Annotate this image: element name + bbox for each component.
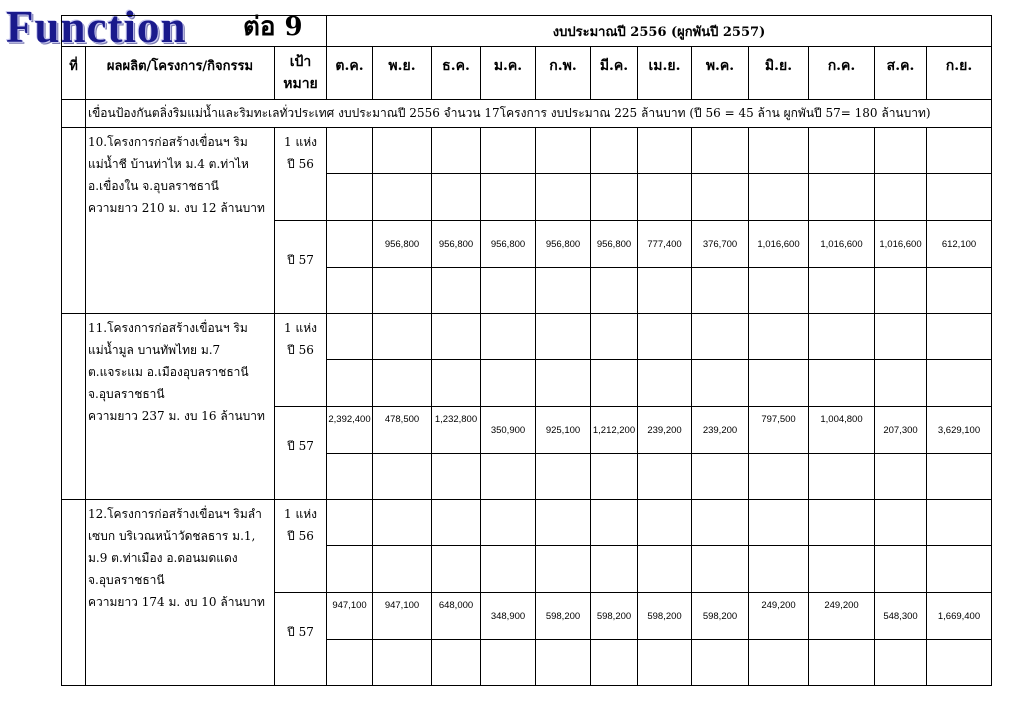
project-line: จ.อุบลราชธานี bbox=[88, 573, 165, 587]
empty-cell bbox=[692, 500, 749, 546]
empty-cell bbox=[692, 314, 749, 360]
budget-value-57: 598,200 bbox=[536, 593, 591, 640]
target-year-57: ปี 57 bbox=[275, 407, 327, 500]
budget-value-57: 1,212,200 bbox=[591, 407, 638, 454]
empty-cell bbox=[373, 268, 432, 314]
budget-value-57: 777,400 bbox=[638, 221, 692, 268]
col-header-month: ธ.ค. bbox=[432, 47, 481, 100]
budget-value-57: 956,800 bbox=[432, 221, 481, 268]
empty-cell bbox=[591, 454, 638, 500]
empty-cell bbox=[692, 128, 749, 174]
empty-cell bbox=[481, 314, 536, 360]
empty-cell bbox=[327, 500, 373, 546]
empty-cell bbox=[927, 546, 992, 593]
empty-cell bbox=[638, 454, 692, 500]
target-year-56-text: 1 แห่ง ปี 56 bbox=[284, 321, 317, 357]
budget-value-57: 1,004,800 bbox=[809, 407, 875, 454]
budget-value-57: 249,200 bbox=[809, 593, 875, 640]
empty-cell bbox=[927, 128, 992, 174]
empty-cell bbox=[327, 454, 373, 500]
budget-value-57: 947,100 bbox=[327, 593, 373, 640]
empty-cell bbox=[327, 128, 373, 174]
budget-value-57: 478,500 bbox=[373, 407, 432, 454]
summary-text: เขื่อนป้องกันตลิ่งริมแม่น้ำและริมทะเลทั่วประเทศ งบประมาณปี 2556 จำนวน 17โครงการ งบประมาณ 225 ล้านบาท (ปี 56 = 45 ล้าน ผูกพันปี 57= 180 ล้านบาท) bbox=[86, 100, 992, 128]
empty-cell bbox=[536, 640, 591, 686]
empty-cell bbox=[536, 174, 591, 221]
budget-value-57: 1,669,400 bbox=[927, 593, 992, 640]
row-no-cell bbox=[62, 314, 86, 500]
empty-cell bbox=[481, 454, 536, 500]
project-description bbox=[86, 128, 275, 314]
table-row bbox=[62, 314, 992, 360]
project-line: แม่น้ำชี บ้านท่าไห ม.4 ต.ท่าไห bbox=[88, 157, 249, 171]
project-description bbox=[86, 500, 275, 686]
empty-cell bbox=[692, 174, 749, 221]
target-year-57: ปี 57 bbox=[275, 221, 327, 314]
empty-cell bbox=[692, 454, 749, 500]
budget-table bbox=[61, 15, 992, 686]
project-line: อ.เขื่องใน จ.อุบลราชธานี bbox=[88, 179, 219, 193]
empty-cell bbox=[749, 360, 809, 407]
empty-cell bbox=[875, 174, 927, 221]
budget-value-57: 239,200 bbox=[638, 407, 692, 454]
empty-cell bbox=[481, 268, 536, 314]
empty-cell bbox=[927, 360, 992, 407]
empty-cell bbox=[373, 174, 432, 221]
budget-value-57: 548,300 bbox=[875, 593, 927, 640]
empty-cell bbox=[875, 500, 927, 546]
target-year-56-text: 1 แห่ง ปี 56 bbox=[284, 507, 317, 543]
col-header-month: มิ.ย. bbox=[749, 47, 809, 100]
empty-cell bbox=[638, 314, 692, 360]
empty-cell bbox=[432, 360, 481, 407]
empty-cell bbox=[432, 268, 481, 314]
budget-value-57: 598,200 bbox=[692, 593, 749, 640]
target-year-56 bbox=[275, 500, 327, 593]
empty-cell bbox=[692, 268, 749, 314]
empty-cell bbox=[536, 268, 591, 314]
row-no-cell bbox=[62, 128, 86, 314]
empty-cell bbox=[809, 128, 875, 174]
project-line: ความยาว 174 ม. งบ 10 ล้านบาท bbox=[88, 595, 265, 609]
empty-cell bbox=[638, 640, 692, 686]
budget-value-57: 1,232,800 bbox=[432, 407, 481, 454]
budget-value-57 bbox=[327, 221, 373, 268]
col-header-month: มี.ค. bbox=[591, 47, 638, 100]
budget-value-57: 376,700 bbox=[692, 221, 749, 268]
empty-cell bbox=[638, 360, 692, 407]
budget-value-57: 956,800 bbox=[481, 221, 536, 268]
col-header-month: ก.ค. bbox=[809, 47, 875, 100]
empty-cell bbox=[749, 268, 809, 314]
empty-cell bbox=[373, 128, 432, 174]
empty-cell bbox=[927, 314, 992, 360]
empty-cell bbox=[591, 268, 638, 314]
empty-cell bbox=[875, 454, 927, 500]
budget-value-57: 947,100 bbox=[373, 593, 432, 640]
empty-cell bbox=[749, 546, 809, 593]
empty-cell bbox=[692, 546, 749, 593]
empty-cell bbox=[536, 314, 591, 360]
budget-value-57: 249,200 bbox=[749, 593, 809, 640]
empty-cell bbox=[432, 500, 481, 546]
project-line: จ.อุบลราชธานี bbox=[88, 387, 165, 401]
empty-cell bbox=[749, 314, 809, 360]
empty-cell bbox=[927, 640, 992, 686]
col-header-month: พ.ค. bbox=[692, 47, 749, 100]
empty-cell bbox=[327, 360, 373, 407]
empty-cell bbox=[327, 268, 373, 314]
target-year-57: ปี 57 bbox=[275, 593, 327, 686]
target-year-56 bbox=[275, 128, 327, 221]
empty-cell bbox=[749, 128, 809, 174]
budget-value-57: 648,000 bbox=[432, 593, 481, 640]
col-header-month: ต.ค. bbox=[327, 47, 373, 100]
empty-cell bbox=[481, 128, 536, 174]
empty-cell bbox=[692, 640, 749, 686]
empty-cell bbox=[432, 454, 481, 500]
empty-cell bbox=[591, 174, 638, 221]
empty-cell bbox=[481, 546, 536, 593]
col-header-target: เป้าหมาย bbox=[275, 47, 327, 100]
empty-cell bbox=[536, 128, 591, 174]
empty-cell bbox=[536, 454, 591, 500]
empty-cell bbox=[536, 360, 591, 407]
empty-cell bbox=[809, 454, 875, 500]
empty-cell bbox=[432, 640, 481, 686]
col-header-no: ที่ bbox=[62, 47, 86, 100]
project-line: ต.แจระแม อ.เมืองอุบลราชธานี bbox=[88, 365, 249, 379]
project-line: ความยาว 210 ม. งบ 12 ล้านบาท bbox=[88, 201, 265, 215]
col-header-month: ก.ย. bbox=[927, 47, 992, 100]
empty-cell bbox=[373, 454, 432, 500]
empty-cell bbox=[875, 128, 927, 174]
empty-cell bbox=[638, 500, 692, 546]
col-header-month: ส.ค. bbox=[875, 47, 927, 100]
empty-cell bbox=[327, 174, 373, 221]
budget-title: งบประมาณปี 2556 (ผูกพันปี 2557) bbox=[327, 16, 992, 47]
project-line: ความยาว 237 ม. งบ 16 ล้านบาท bbox=[88, 409, 265, 423]
empty-cell bbox=[591, 640, 638, 686]
empty-cell bbox=[481, 500, 536, 546]
empty-cell bbox=[373, 314, 432, 360]
budget-value-57: 598,200 bbox=[638, 593, 692, 640]
empty-cell bbox=[432, 314, 481, 360]
empty-cell bbox=[875, 546, 927, 593]
empty-cell bbox=[327, 314, 373, 360]
empty-cell bbox=[809, 640, 875, 686]
empty-cell bbox=[327, 546, 373, 593]
empty-cell bbox=[638, 128, 692, 174]
empty-cell bbox=[536, 500, 591, 546]
empty-cell bbox=[481, 640, 536, 686]
empty-cell bbox=[875, 360, 927, 407]
empty-cell bbox=[591, 128, 638, 174]
budget-value-57: 1,016,600 bbox=[875, 221, 927, 268]
project-line: 10.โครงการก่อสร้างเขื่อนฯ ริม bbox=[88, 135, 248, 149]
empty-cell bbox=[809, 174, 875, 221]
budget-value-57: 956,800 bbox=[536, 221, 591, 268]
title-function: Function bbox=[6, 2, 187, 52]
project-line: ม.9 ต.ท่าเมือง อ.ดอนมดแดง bbox=[88, 551, 238, 565]
budget-value-57: 207,300 bbox=[875, 407, 927, 454]
budget-value-57: 350,900 bbox=[481, 407, 536, 454]
empty-cell bbox=[875, 314, 927, 360]
empty-cell bbox=[749, 454, 809, 500]
empty-cell bbox=[373, 546, 432, 593]
empty-cell bbox=[927, 174, 992, 221]
empty-cell bbox=[373, 500, 432, 546]
empty-cell bbox=[809, 500, 875, 546]
empty-cell bbox=[927, 500, 992, 546]
empty-cell bbox=[927, 268, 992, 314]
budget-value-57: 348,900 bbox=[481, 593, 536, 640]
empty-cell bbox=[809, 268, 875, 314]
empty-cell bbox=[749, 174, 809, 221]
empty-cell bbox=[809, 314, 875, 360]
project-line: เซบก บริเวณหน้าวัดชลธาร ม.1, bbox=[88, 529, 256, 543]
project-description bbox=[86, 314, 275, 500]
budget-value-57: 956,800 bbox=[591, 221, 638, 268]
empty-cell bbox=[809, 360, 875, 407]
col-header-month: เม.ย. bbox=[638, 47, 692, 100]
empty-cell bbox=[591, 314, 638, 360]
table-row bbox=[62, 500, 992, 546]
empty-cell bbox=[638, 174, 692, 221]
empty-cell bbox=[875, 640, 927, 686]
project-line: 11.โครงการก่อสร้างเขื่อนฯ ริม bbox=[88, 321, 248, 335]
empty-cell bbox=[692, 360, 749, 407]
empty-cell bbox=[591, 500, 638, 546]
empty-cell bbox=[749, 500, 809, 546]
budget-value-57: 1,016,600 bbox=[749, 221, 809, 268]
target-year-56 bbox=[275, 314, 327, 407]
header-blank-cell bbox=[62, 16, 327, 47]
empty-cell bbox=[373, 640, 432, 686]
project-line: 12.โครงการก่อสร้างเขื่อนฯ ริมลำ bbox=[88, 507, 262, 521]
empty-cell bbox=[536, 546, 591, 593]
budget-value-57: 1,016,600 bbox=[809, 221, 875, 268]
empty-cell bbox=[591, 360, 638, 407]
title-continued: ต่อ 9 bbox=[243, 12, 303, 42]
empty-cell bbox=[481, 360, 536, 407]
col-header-month: พ.ย. bbox=[373, 47, 432, 100]
empty-cell bbox=[638, 546, 692, 593]
row-no-cell bbox=[62, 500, 86, 686]
budget-value-57: 612,100 bbox=[927, 221, 992, 268]
budget-value-57: 3,629,100 bbox=[927, 407, 992, 454]
budget-value-57: 2,392,400 bbox=[327, 407, 373, 454]
empty-cell bbox=[432, 546, 481, 593]
table-row bbox=[62, 128, 992, 174]
target-year-56-text: 1 แห่ง ปี 56 bbox=[284, 135, 317, 171]
empty-cell bbox=[432, 128, 481, 174]
budget-value-57: 239,200 bbox=[692, 407, 749, 454]
empty-cell bbox=[432, 174, 481, 221]
col-header-month: ม.ค. bbox=[481, 47, 536, 100]
budget-value-57: 797,500 bbox=[749, 407, 809, 454]
budget-value-57: 925,100 bbox=[536, 407, 591, 454]
empty-cell bbox=[481, 174, 536, 221]
summary-no-cell bbox=[62, 100, 86, 128]
empty-cell bbox=[875, 268, 927, 314]
budget-value-57: 598,200 bbox=[591, 593, 638, 640]
empty-cell bbox=[638, 268, 692, 314]
empty-cell bbox=[809, 546, 875, 593]
empty-cell bbox=[373, 360, 432, 407]
empty-cell bbox=[927, 454, 992, 500]
col-header-month: ก.พ. bbox=[536, 47, 591, 100]
col-header-output: ผลผลิต/โครงการ/กิจกรรม bbox=[86, 47, 275, 100]
empty-cell bbox=[749, 640, 809, 686]
budget-value-57: 956,800 bbox=[373, 221, 432, 268]
project-line: แม่น้ำมูล บานทัพไทย ม.7 bbox=[88, 343, 221, 357]
empty-cell bbox=[591, 546, 638, 593]
empty-cell bbox=[327, 640, 373, 686]
